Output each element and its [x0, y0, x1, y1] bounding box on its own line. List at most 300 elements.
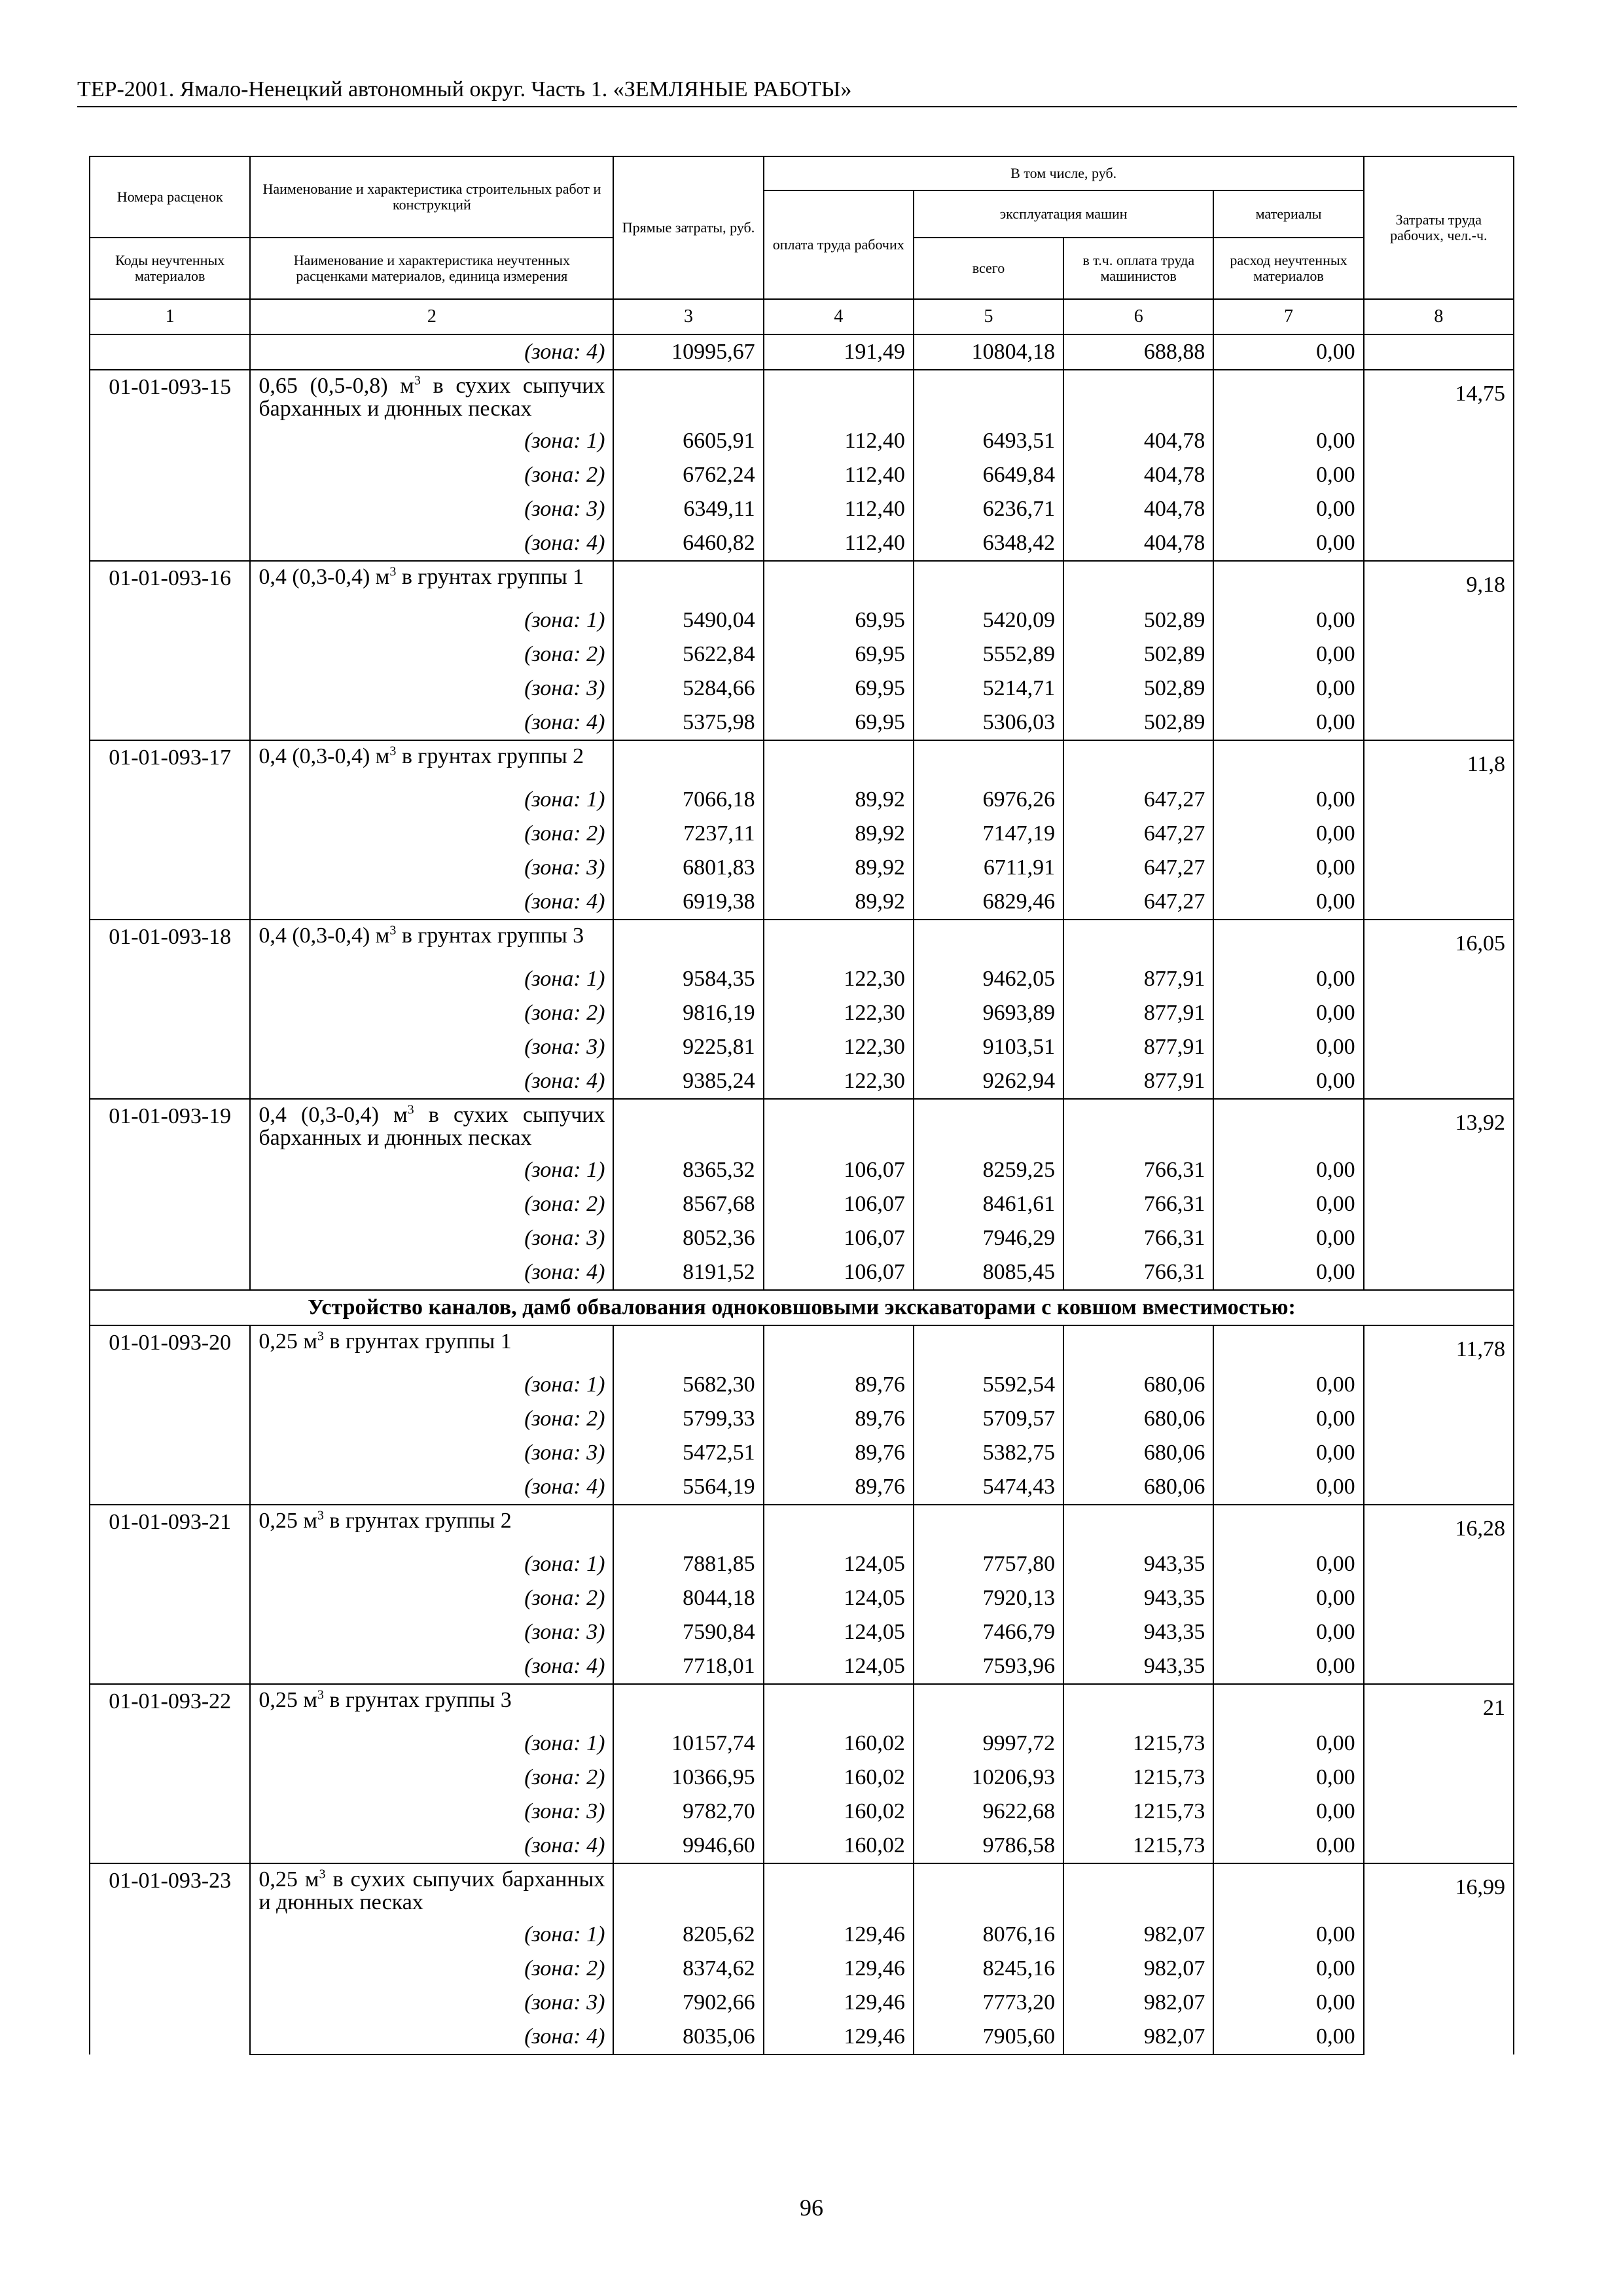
machinist-wages: 766,31: [1063, 1221, 1213, 1255]
labor-cost: 11,8: [1364, 740, 1514, 920]
machinist-wages: 688,88: [1063, 334, 1213, 370]
zone-label: (зона: 4): [250, 334, 613, 370]
machines-cost: 6493,51: [914, 424, 1063, 458]
rate-code: 01-01-093-15: [90, 370, 250, 561]
column-machines-wages: в т.ч. оплата труда машинистов: [1063, 238, 1213, 299]
machinist-wages: 647,27: [1063, 817, 1213, 851]
zone-row: [90, 1829, 1514, 1863]
empty-cell: [1213, 1505, 1363, 1547]
materials-cost: 0,00: [1213, 1581, 1363, 1615]
direct-cost: 6460,82: [613, 526, 763, 561]
column-name-top: Наименование и характеристика строительных работ и конструкций: [250, 156, 613, 238]
zone-label: (зона: 4): [250, 526, 613, 561]
cubic-superscript: 3: [389, 744, 397, 759]
zone-label: (зона: 3): [250, 1986, 613, 2020]
wages-cost: 122,30: [764, 996, 914, 1030]
rate-title-text: в сухих сыпучих барханных и дюнных песках: [259, 1867, 605, 1914]
materials-cost: 0,00: [1213, 851, 1363, 885]
column-number: 5: [914, 299, 1063, 334]
direct-cost: 8035,06: [613, 2020, 763, 2054]
empty-cell: [1213, 920, 1363, 962]
wages-cost: 124,05: [764, 1581, 914, 1615]
empty-cell: [764, 1863, 914, 1918]
machinist-wages: 1215,73: [1063, 1829, 1213, 1863]
machinist-wages: 404,78: [1063, 492, 1213, 526]
empty-cell: [1063, 1325, 1213, 1368]
machines-cost: 5709,57: [914, 1402, 1063, 1436]
rate-title-text: 0,65 (0,5-0,8) м: [259, 374, 414, 398]
machinist-wages: 982,07: [1063, 1952, 1213, 1986]
zone-label: (зона: 1): [250, 603, 613, 637]
zone-row: [90, 1952, 1514, 1986]
zone-row: [90, 424, 1514, 458]
wages-cost: 124,05: [764, 1649, 914, 1684]
direct-cost: 7237,11: [613, 817, 763, 851]
empty-cell: [1063, 561, 1213, 603]
empty-cell: [1063, 1099, 1213, 1153]
zone-row: [90, 1187, 1514, 1221]
materials-cost: 0,00: [1213, 817, 1363, 851]
empty-cell: [613, 740, 763, 783]
machinist-wages: 943,35: [1063, 1649, 1213, 1684]
wages-cost: 112,40: [764, 492, 914, 526]
machinist-wages: 680,06: [1063, 1470, 1213, 1505]
materials-cost: 0,00: [1213, 1649, 1363, 1684]
zone-label: (зона: 3): [250, 1030, 613, 1064]
column-number: 6: [1063, 299, 1213, 334]
direct-cost: 8567,68: [613, 1187, 763, 1221]
direct-cost: 5622,84: [613, 637, 763, 672]
machinist-wages: 647,27: [1063, 783, 1213, 817]
rate-row: [90, 920, 1514, 962]
direct-cost: 9584,35: [613, 962, 763, 996]
column-number: 3: [613, 299, 763, 334]
wages-cost: 69,95: [764, 603, 914, 637]
direct-cost: 8052,36: [613, 1221, 763, 1255]
zone-label: (зона: 1): [250, 962, 613, 996]
rate-code: 01-01-093-21: [90, 1505, 250, 1684]
machinist-wages: 647,27: [1063, 885, 1213, 920]
machinist-wages: 1215,73: [1063, 1761, 1213, 1795]
rate-title-text: в грунтах группы 1: [323, 1329, 512, 1354]
rate-row: [90, 1684, 1514, 1727]
zone-label: (зона: 2): [250, 817, 613, 851]
machines-cost: 7593,96: [914, 1649, 1063, 1684]
zone-row: [90, 2020, 1514, 2054]
machinist-wages: 982,07: [1063, 1918, 1213, 1952]
zone-label: (зона: 1): [250, 783, 613, 817]
zone-label: (зона: 4): [250, 1829, 613, 1863]
zone-label: (зона: 3): [250, 1615, 613, 1649]
empty-cell: [1063, 1505, 1213, 1547]
zone-row: [90, 1918, 1514, 1952]
materials-cost: 0,00: [1213, 2020, 1363, 2054]
zone-label: (зона: 3): [250, 492, 613, 526]
labor-cost: 14,75: [1364, 370, 1514, 561]
wages-cost: 160,02: [764, 1829, 914, 1863]
rate-title: [250, 1325, 613, 1368]
zone-row: [90, 851, 1514, 885]
rate-row: [90, 1099, 1514, 1153]
direct-cost: 9225,81: [613, 1030, 763, 1064]
rate-code: 01-01-093-23: [90, 1863, 250, 2054]
direct-cost: 6762,24: [613, 458, 763, 492]
zone-label: (зона: 4): [250, 885, 613, 920]
labor-cost: 9,18: [1364, 561, 1514, 740]
direct-cost: 7902,66: [613, 1986, 763, 2020]
column-including: В том числе, руб.: [764, 156, 1364, 190]
machines-cost: 8461,61: [914, 1187, 1063, 1221]
zone-row: [90, 885, 1514, 920]
empty-cell: [914, 740, 1063, 783]
machines-cost: 10206,93: [914, 1761, 1063, 1795]
rate-title: [250, 1099, 613, 1153]
wages-cost: 122,30: [764, 1030, 914, 1064]
rate-title-text: 0,25 м: [259, 1688, 317, 1712]
rate-title-text: 0,4 (0,3-0,4) м: [259, 744, 390, 768]
cubic-superscript: 3: [317, 1687, 324, 1702]
cubic-superscript: 3: [407, 1102, 414, 1117]
column-number: 1: [90, 299, 250, 334]
wages-cost: 122,30: [764, 1064, 914, 1099]
direct-cost: 10157,74: [613, 1727, 763, 1761]
direct-cost: 5799,33: [613, 1402, 763, 1436]
machinist-wages: 982,07: [1063, 1986, 1213, 2020]
zone-row: [90, 783, 1514, 817]
empty-cell: [1213, 1099, 1363, 1153]
wages-cost: 89,76: [764, 1402, 914, 1436]
direct-cost: 10366,95: [613, 1761, 763, 1795]
empty-cell: [1213, 561, 1363, 603]
machinist-wages: 982,07: [1063, 2020, 1213, 2054]
machinist-wages: 1215,73: [1063, 1727, 1213, 1761]
cubic-superscript: 3: [319, 1867, 326, 1882]
zone-label: (зона: 1): [250, 424, 613, 458]
direct-cost: 5472,51: [613, 1436, 763, 1470]
machines-cost: 7147,19: [914, 817, 1063, 851]
empty-cell: [1063, 370, 1213, 424]
rate-title: [250, 1863, 613, 1918]
machines-cost: 9693,89: [914, 996, 1063, 1030]
rate-code: 01-01-093-18: [90, 920, 250, 1099]
direct-cost: 9385,24: [613, 1064, 763, 1099]
zone-label: (зона: 3): [250, 1795, 613, 1829]
materials-cost: 0,00: [1213, 526, 1363, 561]
machines-cost: 6829,46: [914, 885, 1063, 920]
rate-title-text: в грунтах группы 3: [323, 1688, 512, 1712]
empty-cell: [613, 1099, 763, 1153]
materials-cost: 0,00: [1213, 783, 1363, 817]
rate-title: [250, 370, 613, 424]
direct-cost: 9946,60: [613, 1829, 763, 1863]
materials-cost: 0,00: [1213, 1221, 1363, 1255]
machinist-wages: 680,06: [1063, 1402, 1213, 1436]
direct-cost: 7590,84: [613, 1615, 763, 1649]
machinist-wages: 647,27: [1063, 851, 1213, 885]
machines-cost: 9462,05: [914, 962, 1063, 996]
rate-title: [250, 1684, 613, 1727]
column-machines: эксплуатация машин: [914, 190, 1214, 238]
machines-cost: 7946,29: [914, 1221, 1063, 1255]
cubic-superscript: 3: [317, 1508, 324, 1523]
materials-cost: 0,00: [1213, 1952, 1363, 1986]
machines-cost: 8259,25: [914, 1153, 1063, 1187]
column-number: 7: [1213, 299, 1363, 334]
direct-cost: 5682,30: [613, 1368, 763, 1402]
machinist-wages: 1215,73: [1063, 1795, 1213, 1829]
rate-title: [250, 1505, 613, 1547]
column-number: 4: [764, 299, 914, 334]
wages-cost: 89,92: [764, 851, 914, 885]
zone-label: (зона: 1): [250, 1368, 613, 1402]
direct-cost: 6801,83: [613, 851, 763, 885]
rate-row: [90, 1863, 1514, 1918]
direct-cost: 7718,01: [613, 1649, 763, 1684]
zone-row: [90, 1470, 1514, 1505]
direct-cost: 9782,70: [613, 1795, 763, 1829]
zone-label: (зона: 4): [250, 1470, 613, 1505]
zone-row: [90, 1986, 1514, 2020]
rate-code: 01-01-093-20: [90, 1325, 250, 1505]
wages-cost: 89,92: [764, 783, 914, 817]
page-number: 96: [800, 2195, 823, 2221]
rates-table: [89, 156, 1514, 2055]
empty-cell: [613, 1684, 763, 1727]
materials-cost: 0,00: [1213, 603, 1363, 637]
rate-title-text: в сухих сыпучих барханных и дюнных песках: [259, 1103, 605, 1150]
wages-cost: 69,95: [764, 672, 914, 706]
column-code-bottom: Коды неучтенных материалов: [90, 238, 250, 299]
zone-label: (зона: 3): [250, 1436, 613, 1470]
table-head: [90, 156, 1514, 334]
labor-cost: 16,28: [1364, 1505, 1514, 1684]
materials-cost: 0,00: [1213, 1153, 1363, 1187]
zone-row: [90, 1727, 1514, 1761]
empty-cell: [1213, 1325, 1363, 1368]
empty-cell: [914, 1505, 1063, 1547]
machines-cost: 6649,84: [914, 458, 1063, 492]
zone-label: (зона: 2): [250, 1952, 613, 1986]
rate-row: [90, 740, 1514, 783]
zone-row: [90, 1795, 1514, 1829]
machinist-wages: 404,78: [1063, 526, 1213, 561]
wages-cost: 129,46: [764, 2020, 914, 2054]
zone-label: (зона: 4): [250, 706, 613, 740]
machines-cost: 9997,72: [914, 1727, 1063, 1761]
cubic-superscript: 3: [317, 1329, 324, 1344]
wages-cost: 160,02: [764, 1795, 914, 1829]
machines-cost: 8085,45: [914, 1255, 1063, 1290]
zone-row: [90, 1581, 1514, 1615]
empty-cell: [914, 1099, 1063, 1153]
materials-cost: 0,00: [1213, 1030, 1363, 1064]
cubic-superscript: 3: [414, 373, 421, 388]
column-number: 2: [250, 299, 613, 334]
direct-cost: 8365,32: [613, 1153, 763, 1187]
machinist-wages: 502,89: [1063, 706, 1213, 740]
wages-cost: 160,02: [764, 1761, 914, 1795]
rate-title-text: в грунтах группы 2: [323, 1509, 512, 1533]
empty-cell: [1213, 1863, 1363, 1918]
machinist-wages: 680,06: [1063, 1436, 1213, 1470]
section-title: Устройство каналов, дамб обвалования одноковшовыми экскаваторами с ковшом вместимостью:: [90, 1290, 1514, 1325]
empty-cell: [764, 740, 914, 783]
machinist-wages: 877,91: [1063, 1030, 1213, 1064]
machinist-wages: 877,91: [1063, 962, 1213, 996]
empty-cell: [914, 1863, 1063, 1918]
machines-cost: 5420,09: [914, 603, 1063, 637]
zone-row: [90, 458, 1514, 492]
empty-cell: [764, 561, 914, 603]
empty-cell: [613, 370, 763, 424]
direct-cost: 5564,19: [613, 1470, 763, 1505]
wages-cost: 89,76: [764, 1368, 914, 1402]
labor-cost: 11,78: [1364, 1325, 1514, 1505]
wages-cost: 129,46: [764, 1918, 914, 1952]
materials-cost: 0,00: [1213, 1402, 1363, 1436]
zone-label: (зона: 2): [250, 1187, 613, 1221]
materials-cost: 0,00: [1213, 1064, 1363, 1099]
wages-cost: 122,30: [764, 962, 914, 996]
column-materials-unaccounted: расход неучтенных материалов: [1213, 238, 1363, 299]
zone-row: [90, 1221, 1514, 1255]
machinist-wages: 502,89: [1063, 672, 1213, 706]
rate-code: 01-01-093-16: [90, 561, 250, 740]
carryover-row: [90, 334, 1514, 370]
materials-cost: 0,00: [1213, 1615, 1363, 1649]
wages-cost: 89,92: [764, 817, 914, 851]
zone-label: (зона: 3): [250, 1221, 613, 1255]
materials-cost: 0,00: [1213, 885, 1363, 920]
wages-cost: 124,05: [764, 1547, 914, 1581]
machines-cost: 7757,80: [914, 1547, 1063, 1581]
machinist-wages: 404,78: [1063, 424, 1213, 458]
machines-cost: 8076,16: [914, 1918, 1063, 1952]
rate-title-text: 0,25 м: [259, 1509, 317, 1533]
direct-cost: 6919,38: [613, 885, 763, 920]
empty-cell: [1063, 1863, 1213, 1918]
rate-title-text: в грунтах группы 2: [396, 744, 584, 768]
zone-label: (зона: 2): [250, 1402, 613, 1436]
materials-cost: 0,00: [1213, 1547, 1363, 1581]
materials-cost: 0,00: [1213, 1986, 1363, 2020]
table-body: [90, 334, 1514, 2054]
materials-cost: 0,00: [1213, 1368, 1363, 1402]
wages-cost: 89,76: [764, 1436, 914, 1470]
zone-row: [90, 603, 1514, 637]
materials-cost: 0,00: [1213, 1829, 1363, 1863]
column-code-top: Номера расценок: [90, 156, 250, 238]
rate-title-text: 0,25 м: [259, 1329, 317, 1354]
machines-cost: 5306,03: [914, 706, 1063, 740]
cubic-superscript: 3: [389, 564, 397, 579]
machinist-wages: 404,78: [1063, 458, 1213, 492]
materials-cost: 0,00: [1213, 637, 1363, 672]
rate-title-text: 0,25 м: [259, 1867, 319, 1892]
materials-cost: 0,00: [1213, 1255, 1363, 1290]
direct-cost: 6349,11: [613, 492, 763, 526]
zone-label: (зона: 4): [250, 1064, 613, 1099]
column-name-bottom: Наименование и характеристика неучтенных расценками материалов, единица измерения: [250, 238, 613, 299]
rate-code: 01-01-093-17: [90, 740, 250, 920]
direct-cost: 5375,98: [613, 706, 763, 740]
rate-row: [90, 1505, 1514, 1547]
wages-cost: 129,46: [764, 1952, 914, 1986]
materials-cost: 0,00: [1213, 1761, 1363, 1795]
column-direct: Прямые затраты, руб.: [613, 156, 763, 299]
zone-row: [90, 706, 1514, 740]
machinist-wages: 943,35: [1063, 1615, 1213, 1649]
direct-cost: 8374,62: [613, 1952, 763, 1986]
machines-cost: 9103,51: [914, 1030, 1063, 1064]
zone-row: [90, 672, 1514, 706]
cubic-superscript: 3: [389, 923, 397, 938]
direct-cost: 7066,18: [613, 783, 763, 817]
direct-cost: 9816,19: [613, 996, 763, 1030]
materials-cost: 0,00: [1213, 492, 1363, 526]
machines-cost: 8245,16: [914, 1952, 1063, 1986]
empty-cell: [613, 1863, 763, 1918]
rate-code: 01-01-093-19: [90, 1099, 250, 1290]
zone-row: [90, 1402, 1514, 1436]
zone-label: (зона: 2): [250, 458, 613, 492]
empty-cell: [613, 561, 763, 603]
zone-row: [90, 1547, 1514, 1581]
wages-cost: 160,02: [764, 1727, 914, 1761]
column-wages: оплата труда рабочих: [764, 190, 914, 299]
rate-code: 01-01-093-22: [90, 1684, 250, 1863]
empty-cell: [914, 920, 1063, 962]
rate-title: [250, 740, 613, 783]
zone-label: (зона: 1): [250, 1727, 613, 1761]
materials-cost: 0,00: [1213, 334, 1363, 370]
zone-label: (зона: 2): [250, 1581, 613, 1615]
machines-cost: 7920,13: [914, 1581, 1063, 1615]
materials-cost: 0,00: [1213, 1795, 1363, 1829]
machines-cost: 9262,94: [914, 1064, 1063, 1099]
materials-cost: 0,00: [1213, 706, 1363, 740]
zone-row: [90, 962, 1514, 996]
direct-cost: 8191,52: [613, 1255, 763, 1290]
zone-label: (зона: 3): [250, 851, 613, 885]
zone-label: (зона: 2): [250, 637, 613, 672]
empty-cell: [613, 1325, 763, 1368]
wages-cost: 112,40: [764, 424, 914, 458]
direct-cost: 7881,85: [613, 1547, 763, 1581]
machines-cost: 5552,89: [914, 637, 1063, 672]
empty-cell: [914, 561, 1063, 603]
machines-cost: 6976,26: [914, 783, 1063, 817]
rate-title: [250, 561, 613, 603]
zone-row: [90, 817, 1514, 851]
materials-cost: 0,00: [1213, 996, 1363, 1030]
zone-row: [90, 1761, 1514, 1795]
direct-cost: 8044,18: [613, 1581, 763, 1615]
wages-cost: 89,76: [764, 1470, 914, 1505]
rate-row: [90, 1325, 1514, 1368]
machinist-wages: 877,91: [1063, 1064, 1213, 1099]
wages-cost: 191,49: [764, 334, 914, 370]
materials-cost: 0,00: [1213, 1727, 1363, 1761]
machines-cost: 5592,54: [914, 1368, 1063, 1402]
zone-row: [90, 1255, 1514, 1290]
direct-cost: 6605,91: [613, 424, 763, 458]
rate-title-text: 0,4 (0,3-0,4) м: [259, 924, 390, 948]
machines-cost: 7905,60: [914, 2020, 1063, 2054]
materials-cost: 0,00: [1213, 458, 1363, 492]
machines-cost: 9786,58: [914, 1829, 1063, 1863]
zone-label: (зона: 2): [250, 996, 613, 1030]
